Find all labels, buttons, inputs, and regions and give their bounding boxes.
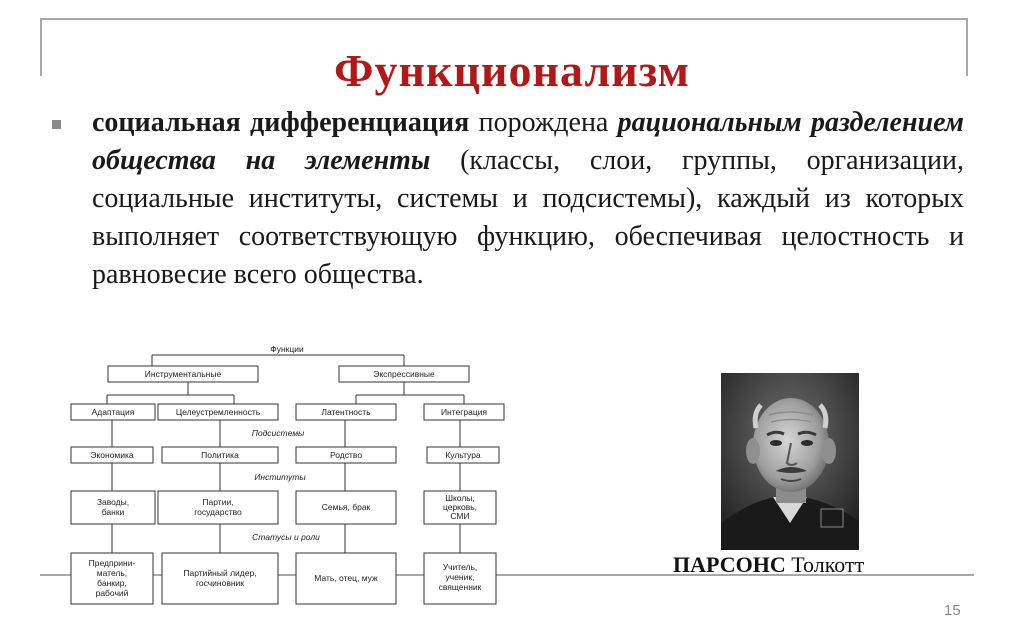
institution-culture-line3: СМИ xyxy=(450,511,470,521)
emphasis-rational-division: рациональным разделением общества на элементы xyxy=(92,107,964,176)
function-label-adaptation: Адаптация xyxy=(91,407,135,417)
caption-surname: ПАРСОНС xyxy=(673,552,786,577)
roles-economy-line1: Предприни- xyxy=(88,558,136,568)
roles-economy-line2: матель, xyxy=(96,568,128,578)
level-label-statuses-roles: Статусы и роли xyxy=(252,532,320,542)
subsystem-label-economy: Экономика xyxy=(90,450,134,460)
slide-title: Функционализм xyxy=(334,45,690,96)
paragraph-rest: (классы, слои, группы, организации, социальные институты, системы и подсистемы), каждый из которых выполняет соответствующую функцию, обеспечивая целостность и равновесие всего общества. xyxy=(92,145,964,290)
subsystem-label-kinship: Родство xyxy=(329,450,363,460)
diagram-root-label: Функции xyxy=(270,344,304,354)
level-label-subsystems: Подсистемы xyxy=(251,428,305,438)
subsystem-label-politics: Политика xyxy=(201,450,239,460)
institution-politics-line2: государство xyxy=(194,507,242,517)
level-label-institutions: Институты xyxy=(254,472,306,482)
group-label-expressive: Экспрессивные xyxy=(373,369,435,379)
body-paragraph xyxy=(92,104,964,294)
parsons-functions-diagram xyxy=(62,344,512,606)
parsons-portrait-photo xyxy=(721,373,859,550)
term-social-differentiation: социальная дифференциация xyxy=(92,107,470,138)
frame-top-line xyxy=(40,18,966,20)
roles-culture-line1: Учитель, xyxy=(442,562,478,572)
institution-economy-line1: Заводы, xyxy=(96,497,130,507)
subsystem-label-culture: Культура xyxy=(445,450,481,460)
roles-economy-line4: рабочий xyxy=(95,588,129,598)
institution-culture-line2: церковь, xyxy=(442,502,478,512)
function-label-integration: Интеграция xyxy=(440,407,488,417)
institution-kinship-line1: Семья, брак xyxy=(321,502,371,512)
caption-given-name: Толкотт xyxy=(785,552,865,577)
function-label-latency: Латентность xyxy=(321,407,371,417)
institution-economy-line2: банки xyxy=(101,507,125,517)
roles-politics-line1: Партийный лидер, xyxy=(183,568,257,578)
portrait-caption xyxy=(673,552,864,578)
roles-culture-line2: ученик, xyxy=(445,572,475,582)
roles-kinship-line1: Мать, отец, муж xyxy=(314,573,378,583)
bullet-square-icon xyxy=(52,120,61,129)
roles-culture-line3: священник xyxy=(438,582,482,592)
paragraph-mid: порождена xyxy=(469,107,618,138)
roles-politics-line2: госчиновник xyxy=(195,578,245,588)
roles-economy-line3: банкир, xyxy=(97,578,127,588)
function-label-goal-attainment: Целеустремленность xyxy=(175,407,261,417)
institution-politics-line1: Партии, xyxy=(202,497,234,507)
institution-culture-line1: Школы, xyxy=(445,493,475,503)
page-number: 15 xyxy=(944,602,961,619)
group-label-instrumental: Инструментальные xyxy=(144,369,222,379)
